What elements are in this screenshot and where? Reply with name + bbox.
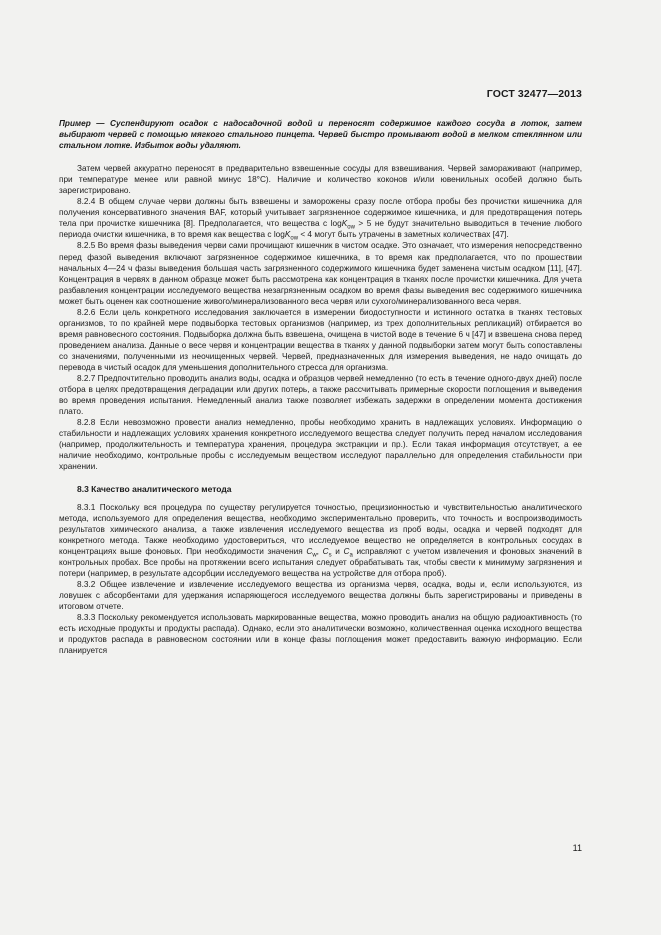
paragraph-8-2-4: 8.2.4 В общем случае черви должны быть взвешены и заморожены сразу после отбора пробы без прочистки кишечника для получения консервативного значения BAF, который учитывает загрязненное содержимое кишечника, и для предотвращения потерь тела при прочистке кишечника [8]. Предполагается, что вещества с logK$_{ow}$ > 5 не будут значительно выводиться в течение любого периода очистки кишечника, в то время как вещества с logK$_{ow}$ < 4 могут быть утрачены в заметных количествах [47]. bbox=[59, 197, 582, 243]
example-note bbox=[59, 118, 582, 151]
spacer bbox=[59, 151, 582, 163]
paragraph-8-2-5: 8.2.5 Во время фазы выведения черви сами прочищают кишечник в чистом осадке. Это означает, что измерения непосредственно перед фазой выведения включают загрязненное содержимое кишечника, в то время как предполагается, что по прошествии начальных 4—24 ч фазы выведения большая часть загрязненного содержимого кишечника будет заменена чистым осадком [11], [47]. Концентрация в червях в данном образце может быть рассмотрена как концентрация в тканях после прочистки кишечника. Для учета разбавления концентрации исследуемого вещества незагрязненным осадком во время фазы выведения вес содержимого кишечника может быть оценен как соотношение живого/минерализованного веса червя или сухого/минерализованного веса червя. bbox=[59, 241, 582, 306]
paragraph-8-3-2: 8.3.2 Общее извлечение и извлечение исследуемого вещества из организма червя, осадка, воды и, если используются, из ловушек с абсорбентами для удержания испаряющегося исследуемого вещества должны быть зарегистрированы и приведены в итоговом отчете. bbox=[59, 579, 582, 611]
example-text: Суспендируют осадок с надосадочной водой и переносят содержимое каждого сосуда в лоток, затем выбирают червей с помощью мягкого стального пинцета. Червей быстро промывают водой в мелком стеклянном или стальном лотке. Избыток воды удаляют. bbox=[59, 119, 582, 151]
page-number: 11 bbox=[572, 843, 582, 853]
example-label: Пример — bbox=[59, 119, 105, 128]
paragraph-8-2-7: 8.2.7 Предпочтительно проводить анализ воды, осадка и образцов червей немедленно (то есть в течение одного-двух дней) после отбора в целях предотвращения деградации или других потерь, а также рассчитывать примерные скорости поглощения и выведения во время проведения испытания. Немедленный анализ также позволяет избежать задержки в определении момента достижения плато. bbox=[59, 374, 582, 417]
paragraph-worms-transfer: Затем червей аккуратно переносят в предварительно взвешенные сосуды для взвешивания. Червей замораживают (например, при температуре менее или равной минус 18°С). Наличие и количество коконов и/или ювенильных особей должно быть зарегистрировано. bbox=[59, 164, 582, 196]
paragraph-8-2-8: 8.2.8 Если невозможно провести анализ немедленно, пробы необходимо хранить в надлежащих условиях. Информацию о стабильности и надлежащих условиях хранения конкретного исследуемого вещества следует получить перед началом исследования (например, продолжительность и температура хранения, процедура экстракции и пр.). Если такая информация отсутствует, а ее наличие необходимо, контрольные пробы с исследуемым веществом исследуют параллельно для определения стабильности при хранении. bbox=[59, 418, 582, 472]
spacer bbox=[59, 472, 582, 484]
section-heading-8-3: 8.3 Качество аналитического метода bbox=[77, 484, 232, 495]
paragraph-8-3-1: 8.3.1 Поскольку вся процедура по существу регулируется точностью, прецизионностью и чувствительностью аналитического метода, используемого для определения вещества, необходимо экспериментально проверить, что точность и воспроизводимость результатов химического анализа, а также извлечения исследуемого вещества из проб воды, осадка и червей подходят для конкретного метода. Также необходимо удостовериться, что исследуемое вещество не определяется в контрольных сосудах в концентрациях выше фоновых. При необходимости значения $C_w$, $C_s$ и $C_a$ исправляют с учетом извлечения и фоновых значений в контрольных пробах. Все пробы на протяжении всего испытания следует обрабатывать так, чтобы свести к минимуму загрязнения и потери (например, в результате адсорбции исследуемого вещества на устройстве для отбора проб). bbox=[59, 502, 582, 578]
document-body bbox=[59, 118, 582, 656]
paragraph-8-2-6: 8.2.6 Если цель конкретного исследования заключается в измерении биодоступности и истинного остатка в тканях тестовых организмов, то по крайней мере подвыборка тестовых организмов (например, из трех дополнительных репликаций) отбирается во время равновесного состояния. Подвыборка должна быть взвешена, очищена в чистой воде в течение 6 ч [47] и взвешена снова перед проведением анализа. Данные о весе червя и концентрации вещества в тканях у данной подвыборки затем могут быть сопоставлены со значениями, полученными из неочищенных червей. Червей, предназначенных для измерения выведения, не надо очищать до перевода в чистый осадок для уменьшения дополнительного стресса для организма. bbox=[59, 307, 582, 372]
paragraph-8-3-3: 8.3.3 Поскольку рекомендуется использовать маркированные вещества, можно проводить анализ на общую радиоактивность (то есть исходные продукты и продукты распада). Однако, если это аналитически возможно, количественная оценка исходного вещества и продуктов распада в равновесном состоянии или в конце фазы поглощения может предоставить важную информацию. Если планируется bbox=[59, 612, 582, 656]
standard-designation: ГОСТ 32477—2013 bbox=[486, 88, 582, 100]
